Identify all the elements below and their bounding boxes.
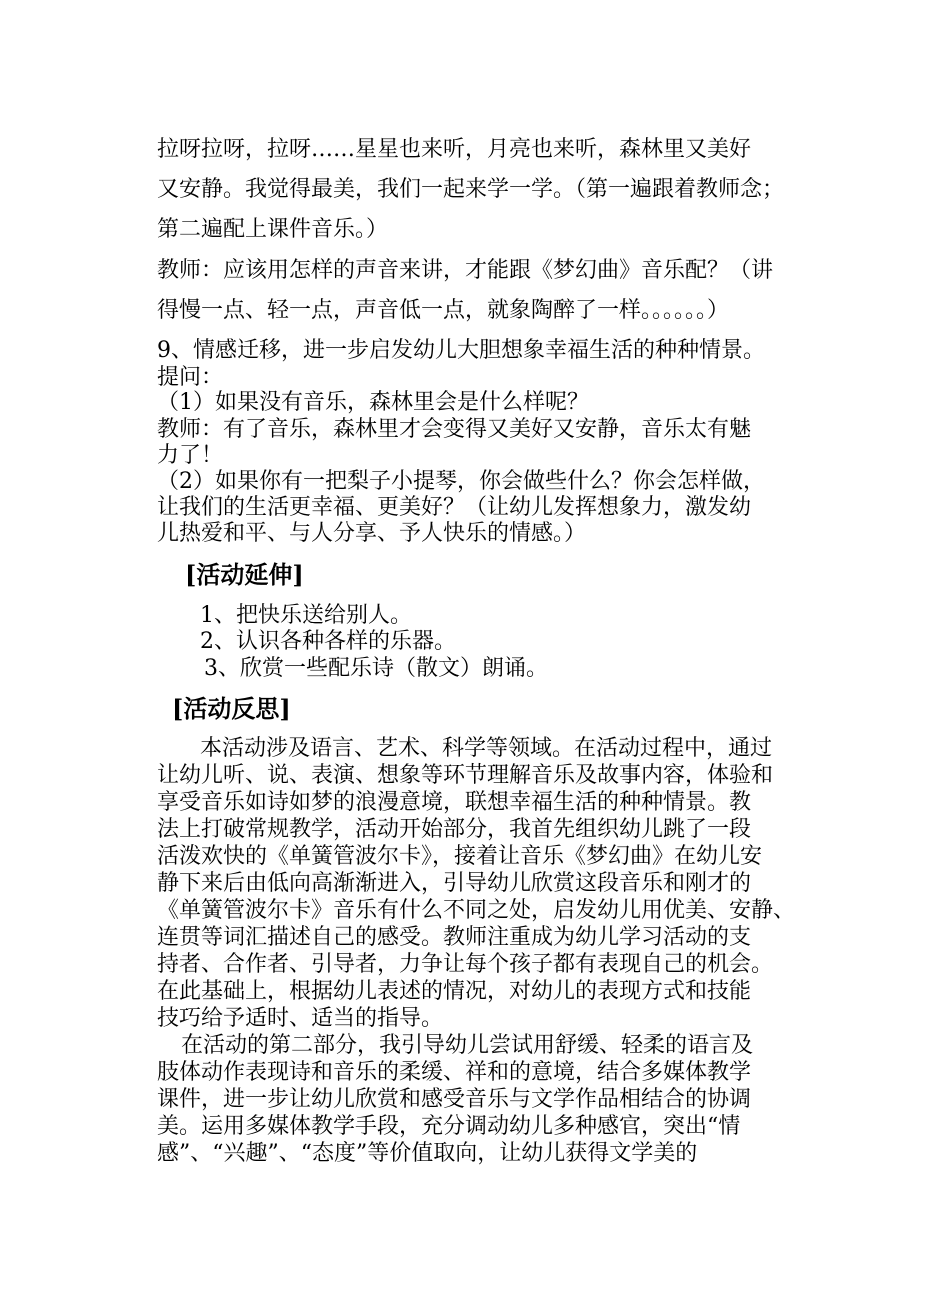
paragraph-line: 本活动涉及语言、艺术、科学等领域。在活动过程中，通过 bbox=[200, 736, 773, 761]
paragraph-line: 连贯等词汇描述自己的感受。教师注重成为幼儿学习活动的支 bbox=[157, 925, 752, 950]
text-line: 拉呀拉呀，拉呀……星星也来听，月亮也来听，森林里又美好 bbox=[157, 137, 752, 162]
text-line: 教师：有了音乐，森林里才会变得又美好又安静，音乐太有魅 bbox=[157, 417, 752, 442]
paragraph-line: 享受音乐如诗如梦的浪漫意境，联想幸福生活的种种情景。教 bbox=[157, 790, 752, 815]
paragraph-line: 静下来后由低向高渐渐进入，引导幼儿欣赏这段音乐和刚才的 bbox=[157, 871, 752, 896]
paragraph-line: 持者、合作者、引导者，力争让每个孩子都有表现自己的机会。 bbox=[157, 952, 774, 977]
list-item: 2、认识各种各样的乐器。 bbox=[200, 629, 456, 654]
list-item: 3、欣赏一些配乐诗（散文）朗诵。 bbox=[204, 656, 548, 681]
paragraph-line: 美。运用多媒体教学手段，充分调动幼儿多种感官，突出“情 bbox=[157, 1114, 741, 1139]
paragraph-line: 法上打破常规教学，活动开始部分，我首先组织幼儿跳了一段 bbox=[157, 817, 752, 842]
paragraph-line: 在此基础上，根据幼儿表述的情况，对幼儿的表现方式和技能 bbox=[157, 979, 752, 1004]
section-heading-extension: [活动延伸] bbox=[185, 560, 304, 589]
paragraph-line: 活泼欢快的《单簧管波尔卡》，接着让音乐《梦幻曲》在幼儿安 bbox=[157, 844, 763, 869]
text-line: （2）如果你有一把梨子小提琴，你会做些什么？你会怎样做， bbox=[157, 469, 765, 494]
text-line: 儿热爱和平、与人分享、予人快乐的情感。） bbox=[157, 521, 587, 546]
paragraph-line: 《单簧管波尔卡》音乐有什么不同之处，启发幼儿用优美、安静、 bbox=[157, 898, 796, 923]
paragraph-line: 让幼儿听、说、表演、想象等环节理解音乐及故事内容，体验和 bbox=[157, 763, 774, 788]
text-line: （1）如果没有音乐，森林里会是什么样呢？ bbox=[157, 390, 589, 415]
list-item: 1、把快乐送给别人。 bbox=[200, 603, 412, 628]
text-line: 得慢一点、轻一点，声音低一点，就象陶醉了一样。。。。。。） bbox=[157, 298, 730, 323]
section-heading-reflection: [活动反思] bbox=[172, 694, 291, 723]
text-line: 力了！ bbox=[157, 443, 224, 468]
paragraph-line: 在活动的第二部分，我引导幼儿尝试用舒缓、轻柔的语言及 bbox=[181, 1033, 754, 1058]
text-line: 第二遍配上课件音乐。） bbox=[157, 217, 389, 242]
text-line: 又安静。我觉得最美，我们一起来学一学。（第一遍跟着教师念； bbox=[157, 177, 785, 202]
text-line: 提问： bbox=[157, 365, 224, 390]
paragraph-line: 肢体动作表现诗和音乐的柔缓、祥和的意境，结合多媒体教学 bbox=[157, 1060, 752, 1085]
text-line: 让我们的生活更幸福、更美好？（让幼儿发挥想象力，激发幼 bbox=[157, 495, 752, 520]
text-line: 9、情感迁移，进一步启发幼儿大胆想象幸福生活的种种情景。 bbox=[157, 338, 765, 363]
paragraph-line: 感”、“兴趣”、“态度”等价值取向，让幼儿获得文学美的 bbox=[157, 1141, 698, 1166]
paragraph-line: 技巧给予适时、适当的指导。 bbox=[157, 1006, 444, 1031]
text-line: 教师：应该用怎样的声音来讲，才能跟《梦幻曲》音乐配？（讲 bbox=[157, 258, 774, 283]
paragraph-line: 课件，进一步让幼儿欣赏和感受音乐与文学作品相结合的协调 bbox=[157, 1087, 752, 1112]
